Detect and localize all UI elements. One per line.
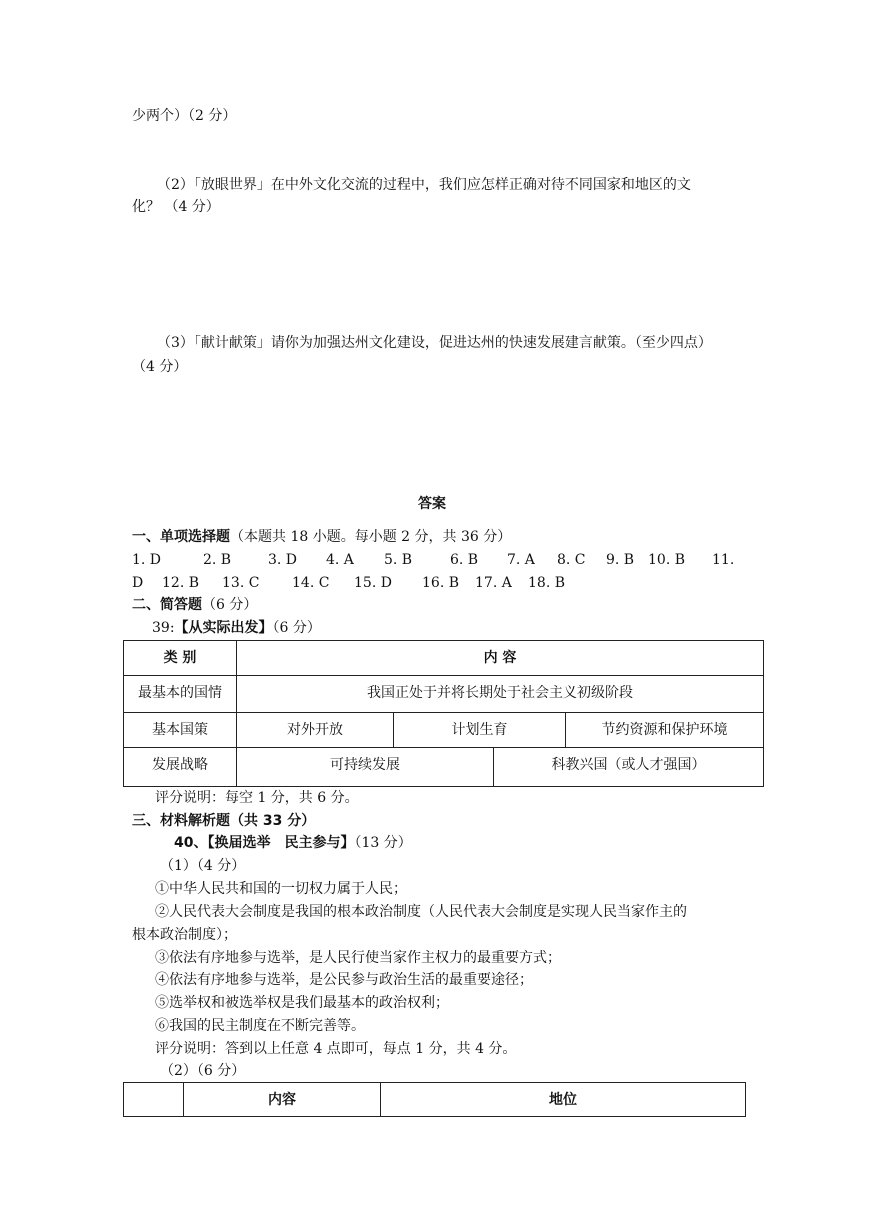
table-row xyxy=(124,713,764,748)
section2-header xyxy=(132,595,257,615)
row-value: 对外开放 xyxy=(237,713,394,748)
answer-point: ④依法有序地参与选举，是公民参与政治生活的最重要途径； xyxy=(155,972,533,988)
answer-item: 14. C xyxy=(292,575,330,591)
section2-heading: 二、简答题 xyxy=(132,597,202,613)
empty-cell xyxy=(124,1083,184,1117)
answer-point: ①中华人民共和国的一切权力属于人民； xyxy=(155,881,407,897)
q39-number: 39: xyxy=(152,620,175,636)
answer-item: 9. B xyxy=(606,552,635,568)
answer-item: 7. A xyxy=(507,552,535,568)
answer-title: 答案 xyxy=(418,496,446,512)
answer-item: 12. B xyxy=(162,575,200,591)
header-content: 内容 xyxy=(184,1083,381,1117)
table-row xyxy=(124,1083,746,1117)
q39-title: 【从实际出发】 xyxy=(174,620,273,636)
row-label: 发展战略 xyxy=(124,748,237,787)
q39-scoring-note: 评分说明：每空 1 分，共 6 分。 xyxy=(155,790,359,806)
answer-point: 根本政治制度）； xyxy=(132,927,237,943)
row-value: 科教兴国（或人才强国） xyxy=(494,748,764,787)
row-label: 基本国策 xyxy=(124,713,237,748)
answer-item: D xyxy=(132,575,144,591)
answer-item: 11. xyxy=(712,552,735,568)
answer-item: 13. C xyxy=(222,575,260,591)
answers-row2 xyxy=(0,573,869,593)
question-2-line2: 化？ （4 分） xyxy=(132,199,220,215)
section1-heading: 一、单项选择题 xyxy=(132,529,230,545)
answer-point: ③依法有序地参与选举，是人民行使当家作主权力的最重要方式； xyxy=(155,950,561,966)
section1-note: （本题共 18 小题。每小题 2 分，共 36 分） xyxy=(230,529,512,545)
q40-sub1: （1）（4 分） xyxy=(160,858,246,874)
row-label: 最基本的国情 xyxy=(124,676,237,713)
table-row xyxy=(124,641,764,676)
answer-point: ⑤选举权和被选举权是我们最基本的政治权利； xyxy=(155,995,449,1011)
row-value: 可持续发展 xyxy=(237,748,494,787)
question-2-line1: （2）「放眼世界」在中外文化交流的过程中，我们应怎样正确对待不同国家和地区的文 xyxy=(157,177,691,193)
question-fragment: 少两个）（2 分） xyxy=(132,108,237,124)
question-3-line2: （4 分） xyxy=(132,359,188,375)
answer-item: 2. B xyxy=(203,552,232,568)
q40-number: 40、 xyxy=(174,835,208,851)
table-row xyxy=(124,676,764,713)
answer-item: 15. D xyxy=(354,575,392,591)
answer-item: 6. B xyxy=(450,552,479,568)
row-value: 计划生育 xyxy=(394,713,566,748)
answer-item: 1. D xyxy=(132,552,162,568)
answer-item: 17. A xyxy=(475,575,512,591)
row-value: 我国正处于并将长期处于社会主义初级阶段 xyxy=(237,676,764,713)
q40-score: （13 分） xyxy=(354,835,412,851)
answer-point: ⑥我国的民主制度在不断完善等。 xyxy=(155,1018,365,1034)
q40-scoring-note: 评分说明：答到以上任意 4 点即可，每点 1 分，共 4 分。 xyxy=(155,1041,517,1057)
answer-point: ②人民代表大会制度是我国的根本政治制度（人民代表大会制度是实现人民当家作主的 xyxy=(155,904,687,920)
q39-header xyxy=(152,618,321,638)
section2-note: （6 分） xyxy=(202,597,258,613)
section3-heading: 三、材料解析题（共 33 分） xyxy=(132,813,316,829)
header-content: 内 容 xyxy=(237,641,764,676)
header-category: 类 别 xyxy=(124,641,237,676)
answers-row1 xyxy=(0,550,869,570)
answer-item: 10. B xyxy=(648,552,686,568)
q40-header xyxy=(174,833,412,853)
row-value: 节约资源和保护环境 xyxy=(566,713,764,748)
header-status: 地位 xyxy=(381,1083,746,1117)
q39-answer-table xyxy=(123,640,764,787)
q40-answer-table xyxy=(123,1082,746,1117)
answer-item: 3. D xyxy=(268,552,298,568)
section1-header xyxy=(132,527,511,547)
q40-title: 【换届选举 民主参与】 xyxy=(207,835,355,851)
table-row xyxy=(124,748,764,787)
answer-item: 5. B xyxy=(384,552,413,568)
q40-sub2: （2）（6 分） xyxy=(160,1063,246,1079)
answer-item: 8. C xyxy=(557,552,586,568)
answer-item: 18. B xyxy=(528,575,566,591)
answer-item: 16. B xyxy=(422,575,460,591)
q39-score: （6 分） xyxy=(272,620,321,636)
question-3-line1: （3）「献计献策」请你为加强达州文化建设，促进达州的快速发展建言献策。（至少四点） xyxy=(157,335,712,351)
answer-item: 4. A xyxy=(326,552,354,568)
